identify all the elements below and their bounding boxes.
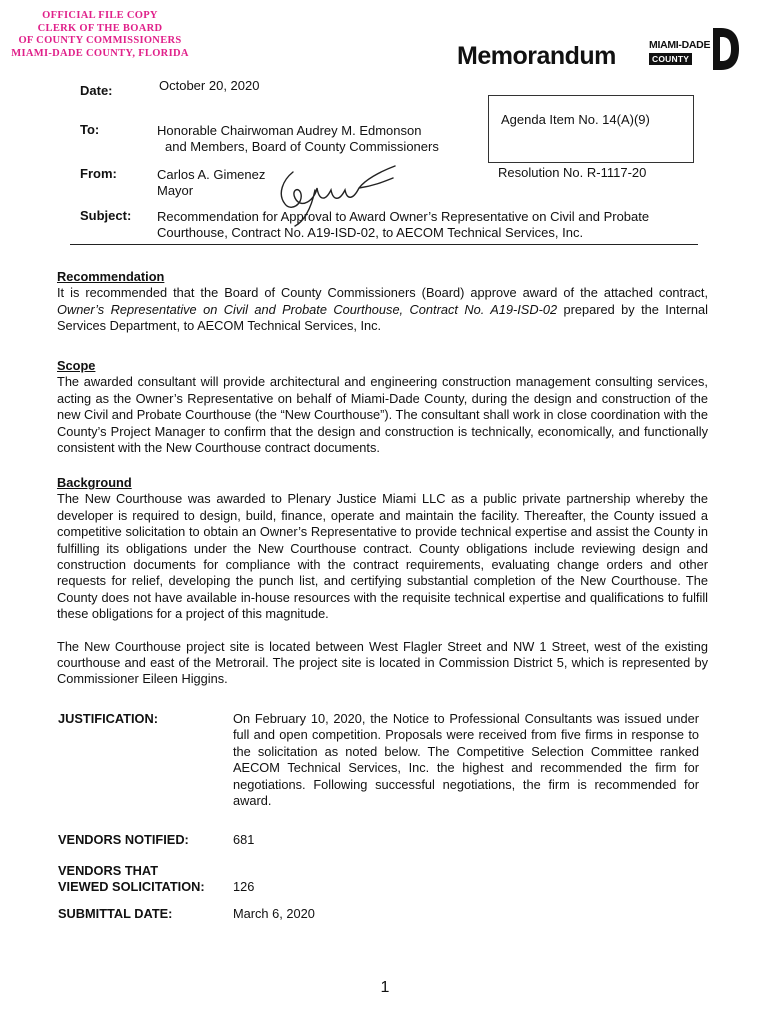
to-line-1: Honorable Chairwoman Audrey M. Edmonson [157,123,422,138]
signature-icon [255,160,415,230]
page-number: 1 [380,979,390,996]
stamp-line: OFFICIAL FILE COPY [42,10,158,21]
subject-label: Subject: [80,208,132,223]
subject-line-2: Courthouse, Contract No. A19-ISD-02, to AECOM Technical Services, Inc. [157,225,584,240]
recommendation-text-part: prepared by the Internal Services Department, to AECOM Technical Services, Inc. [57,301,708,334]
stamp-line: OF COUNTY COMMISSIONERS [18,35,182,46]
scope-section [57,358,708,456]
justification-label: JUSTIFICATION: [58,711,159,726]
date-value: October 20, 2020 [159,78,260,93]
background-paragraph-2: The New Courthouse project site is located between West Flagler Street and NW 1 Street, west of the existing courthouse and east of the Metrorail. The project site is located in Commission District 5, which is represented by Commissioner Eileen Higgins. [57,638,708,687]
recommendation-section [57,269,708,335]
memorandum-title: Memorandum [457,42,616,70]
logo-miami-dade-text: MIAMI-DADE [649,39,711,51]
recommendation-text [57,285,708,334]
subject-line-1: Recommendation for Approval to Award Owner’s Representative on Civil and Probate [157,209,650,224]
from-label: From: [80,166,117,181]
logo-d-mark-icon [711,24,741,74]
agenda-item-box [488,95,694,163]
vendors-viewed-label-line-1: VENDORS THAT [58,863,159,878]
contract-title-italic: Owner’s Representative on Civil and Probate Courthouse, Contract No. A19-ISD-02 [57,301,558,317]
stamp-line: MIAMI-DADE COUNTY, FLORIDA [11,47,189,59]
stamp-line: CLERK OF THE BOARD [37,22,163,34]
logo-county-text: COUNTY [649,53,692,65]
date-label: Date: [80,83,113,98]
miami-dade-logo [649,24,741,74]
background-heading: Background [57,475,132,490]
justification-text: On February 10, 2020, the Notice to Professional Consultants was issued under full and open competition. Proposals were received from five firms in response to the solicitation as noted below. The Competitive Selection Committee ranked AECOM Technical Services, Inc. the highest and recommended the firm for negotiations. Following successful negotiations, the firm is recommended for award. [233,711,699,809]
from-line-2: Mayor [157,183,194,198]
agenda-item-number: Agenda Item No. 14(A)(9) [501,112,650,127]
from-line-1: Carlos A. Gimenez [157,167,266,182]
submittal-date-value: March 6, 2020 [233,906,315,921]
scope-heading: Scope [57,358,96,373]
vendors-notified-label: VENDORS NOTIFIED: [58,832,189,847]
to-line-2: and Members, Board of County Commissioners [165,139,439,154]
recommendation-heading: Recommendation [57,269,165,284]
vendors-viewed-value: 126 [233,879,255,894]
background-section [57,475,708,688]
resolution-number: Resolution No. R-1117-20 [498,165,647,180]
vendors-viewed-label-line-2: VIEWED SOLICITATION: [58,879,205,894]
scope-text: The awarded consultant will provide architectural and engineering construction management consulting services, acting as the Owner’s Representative on behalf of Miami-Dade County, during the design and construction of the new Civil and Probate Courthouse (the “New Courthouse”). The consultant shall work in close coordination with the County’s Project Manager to confirm that the design and construction is technically, economically, and functionally consistent with the New Courthouse contract documents. [57,374,708,456]
background-paragraph-1: The New Courthouse was awarded to Plenary Justice Miami LLC as a public private partnership whereby the developer is required to design, build, finance, operate and maintain the facility. Thereafter, the County issued a competitive solicitation to obtain an Owner’s Representative to provide technical expertise and assist the County in fulfilling its obligations under the New Courthouse contract. County obligations include reviewing design and construction documents for compliance with the contract requirements, evaluating change orders and other requests for relief, developing the punch list, and certifying substantial completion of the New Courthouse. The County does not have available in-house resources with the requisite technical expertise and qualifications to fulfill these obligations for a project of this magnitude. [57,491,708,622]
submittal-date-label: SUBMITTAL DATE: [58,906,173,921]
recommendation-text-part: It is recommended that the Board of County Commissioners (Board) approve award of the attached contract, [57,285,708,301]
header-divider [70,244,698,245]
vendors-notified-value: 681 [233,832,255,847]
to-label: To: [80,122,100,137]
official-file-copy-stamp [6,10,194,60]
